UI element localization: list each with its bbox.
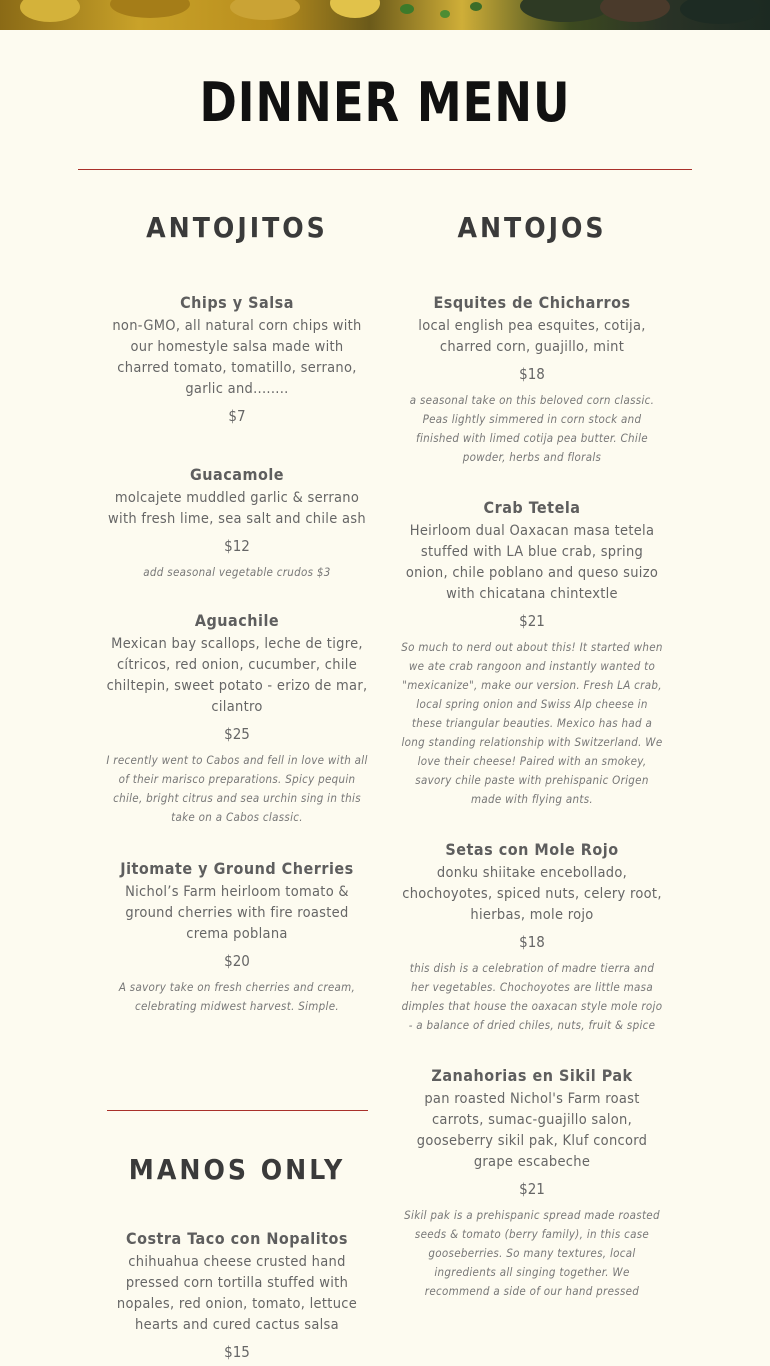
antojitos-section — [106, 208, 368, 1016]
item-note: a seasonal take on this beloved corn classic. Peas lightly simmered in corn stock and finished with limed cotija pea butter. Chile powder, herbs and florals — [409, 393, 655, 464]
menu-item — [106, 1228, 368, 1363]
item-price: $25 — [224, 725, 250, 743]
manos-divider — [107, 1110, 368, 1111]
item-name: Costra Taco con Nopalitos — [126, 1229, 348, 1248]
item-name: Zanahorias en Sikil Pak — [431, 1066, 633, 1085]
item-name: Guacamole — [189, 465, 285, 484]
menu-item — [401, 1065, 663, 1301]
item-name: Jitomate y Ground Cherries — [120, 859, 354, 878]
item-note: Sikil pak is a prehispanic spread made roasted seeds & tomato (berry family), in this case gooseberries. So many textures, local ingredients all singing together. We recommend a side of our hand pressed — [404, 1208, 660, 1298]
item-description: molcajete muddled garlic & serrano with fresh lime, sea salt and chile ash — [108, 490, 366, 527]
item-description: Heirloom dual Oaxacan masa tetela stuffed with LA blue crab, spring onion, chile poblano and queso suizo with chicatana chintextle — [405, 523, 659, 602]
item-price: $12 — [224, 537, 250, 555]
menu-item — [106, 610, 368, 827]
menu-item — [401, 839, 663, 1035]
item-description: local english pea esquites, cotija, charred corn, guajillo, mint — [418, 318, 646, 355]
item-price: $20 — [224, 952, 250, 970]
item-description: chihuahua cheese crusted hand pressed corn tortilla stuffed with nopales, red onion, tomato, lettuce hearts and cured cactus salsa — [116, 1254, 358, 1333]
item-price: $15 — [224, 1343, 250, 1361]
item-price: $18 — [519, 933, 545, 951]
item-name: Chips y Salsa — [180, 293, 294, 312]
section-title-antojitos: ANTOJITOS — [146, 211, 328, 244]
item-name: Setas con Mole Rojo — [445, 840, 619, 859]
item-description: Mexican bay scallops, leche de tigre, cítricos, red onion, cucumber, chile chiltepin, sweet potato - erizo de mar, cilantro — [106, 636, 368, 715]
item-note: add seasonal vegetable crudos $3 — [143, 565, 331, 579]
menu-item — [106, 858, 368, 1016]
item-name: Esquites de Chicharros — [433, 293, 631, 312]
section-title-manos: MANOS ONLY — [128, 1153, 346, 1186]
item-note: this dish is a celebration of madre tierra and her vegetables. Chochoyotes are little masa dimples that house the oaxacan style mole rojo - a balance of dried chiles, nuts, fruit & spice — [401, 961, 663, 1032]
menu-item — [106, 292, 368, 427]
item-note: I recently went to Cabos and fell in love with all of their marisco preparations. Spicy pequin chile, bright citrus and sea urchin sing in this take on a Cabos classic. — [106, 753, 368, 824]
title-divider — [78, 169, 692, 170]
section-title-antojos: ANTOJOS — [457, 211, 607, 244]
menu-item — [401, 292, 663, 467]
menu-item — [401, 497, 663, 809]
antojos-section — [401, 208, 663, 1301]
item-description: Nichol’s Farm heirloom tomato & ground cherries with fire roasted crema poblana — [125, 884, 349, 942]
item-name: Crab Tetela — [483, 498, 581, 517]
item-description: donku shiitake encebollado, chochoyotes, spiced nuts, celery root, hierbas, mole rojo — [402, 865, 662, 923]
item-note: A savory take on fresh cherries and cream, celebrating midwest harvest. Simple. — [118, 980, 356, 1013]
item-price: $21 — [519, 612, 545, 630]
menu-item — [106, 464, 368, 582]
item-price: $21 — [519, 1180, 545, 1198]
item-description: non-GMO, all natural corn chips with our homestyle salsa made with charred tomato, tomatillo, serrano, garlic and........ — [112, 318, 362, 397]
item-price: $18 — [519, 365, 545, 383]
item-price: $7 — [228, 407, 246, 425]
manos-section — [106, 1150, 368, 1363]
item-name: Aguachile — [194, 611, 280, 630]
item-note: So much to nerd out about this! It started when we ate crab rangoon and instantly wanted to "mexicanize", make our version. Fresh LA crab, local spring onion and Swiss Alp cheese in these triangular beauties. Mexico has had a long standing relationship with Switzerland. We love their cheese! Paired with an smokey, savory chile paste with prehispanic Origen made with flying ants. — [401, 640, 663, 806]
item-description: pan roasted Nichol's Farm roast carrots, sumac-guajillo salon, gooseberry sikil pak, Kluf concord grape escabeche — [416, 1091, 648, 1170]
page-title: DINNER MENU — [199, 71, 571, 134]
